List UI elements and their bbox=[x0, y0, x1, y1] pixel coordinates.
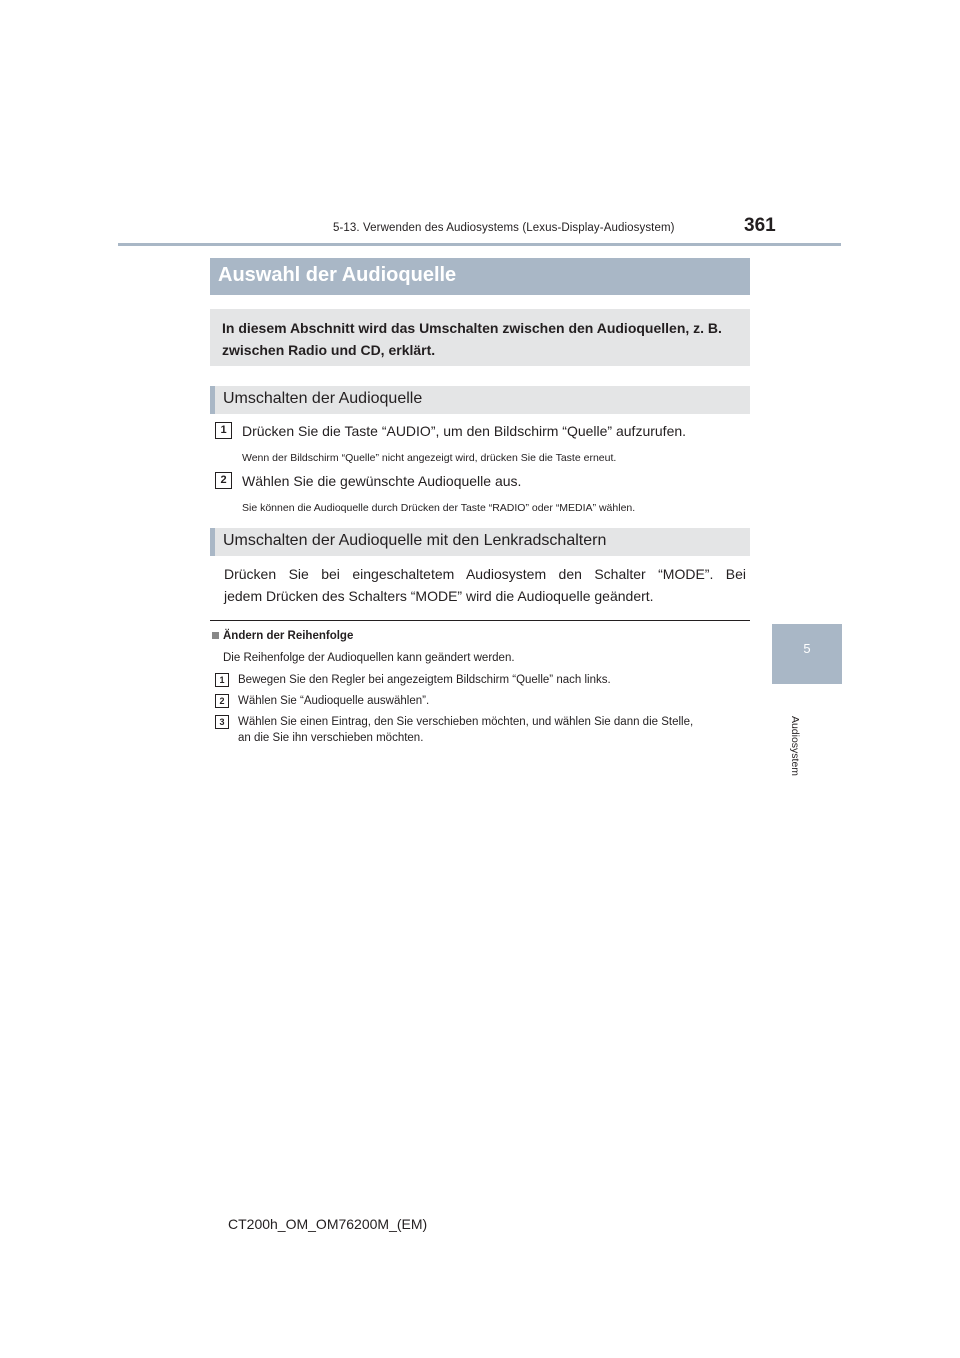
body-paragraph-line: Drücken Sie bei eingeschaltetem Audiosystem den Schalter “MODE”. Bei bbox=[224, 566, 746, 582]
step-text: Drücken Sie die Taste “AUDIO”, um den Bildschirm “Quelle” aufzurufen. bbox=[242, 423, 687, 439]
body-paragraph-line: jedem Drücken des Schalters “MODE” wird die Audioquelle geändert. bbox=[224, 588, 654, 604]
step-text: Wählen Sie die gewünschte Audioquelle aus. bbox=[242, 473, 522, 489]
running-header: 5-13. Verwenden des Audiosystems (Lexus-Display-Audiosystem) bbox=[333, 222, 675, 234]
chapter-number: 5 bbox=[803, 641, 811, 656]
note-step-badge: 1 bbox=[215, 673, 229, 687]
chapter-label: Audiosystem bbox=[789, 715, 801, 777]
step-number-badge: 2 bbox=[215, 472, 232, 489]
step-number-badge: 1 bbox=[215, 422, 232, 439]
note-body: Die Reihenfolge der Audioquellen kann geändert werden. bbox=[223, 652, 515, 664]
subheading-steering-switches bbox=[210, 528, 750, 556]
document-code: CT200h_OM_OM76200M_(EM) bbox=[228, 1216, 428, 1232]
note-step-text: Bewegen Sie den Regler bei angezeigtem Bildschirm “Quelle” nach links. bbox=[238, 674, 611, 686]
note-step-badge: 2 bbox=[215, 694, 229, 708]
subheading-accent-bar bbox=[210, 528, 215, 556]
note-step-badge: 3 bbox=[215, 715, 229, 729]
note-step-text: an die Sie ihn verschieben möchten. bbox=[238, 732, 424, 744]
subheading-audio-source bbox=[210, 386, 750, 414]
chapter-tab bbox=[772, 624, 842, 684]
page-number: 361 bbox=[744, 215, 776, 236]
step-note: Sie können die Audioquelle durch Drücken der Taste “RADIO” oder “MEDIA” wählen. bbox=[242, 502, 636, 514]
note-title: Ändern der Reihenfolge bbox=[223, 630, 354, 642]
intro-text: In diesem Abschnitt wird das Umschalten zwischen den Audioquellen, z. B. zwischen Radio und CD, erklärt. bbox=[222, 320, 722, 358]
note-step-text: Wählen Sie einen Eintrag, den Sie verschieben möchten, und wählen Sie dann die Stelle, bbox=[238, 716, 694, 728]
subheading-title: Umschalten der Audioquelle mit den Lenkradschaltern bbox=[223, 532, 607, 549]
section-title-banner bbox=[210, 258, 750, 295]
intro-box bbox=[210, 309, 750, 366]
subheading-accent-bar bbox=[210, 386, 215, 414]
section-divider bbox=[210, 620, 750, 621]
step-note: Wenn der Bildschirm “Quelle” nicht angezeigt wird, drücken Sie die Taste erneut. bbox=[242, 452, 617, 464]
note-square-icon bbox=[212, 632, 219, 639]
note-step-text: Wählen Sie “Audioquelle auswählen”. bbox=[238, 695, 430, 707]
subheading-title: Umschalten der Audioquelle bbox=[223, 390, 423, 407]
header-rule bbox=[118, 243, 841, 246]
section-title: Auswahl der Audioquelle bbox=[218, 264, 457, 286]
